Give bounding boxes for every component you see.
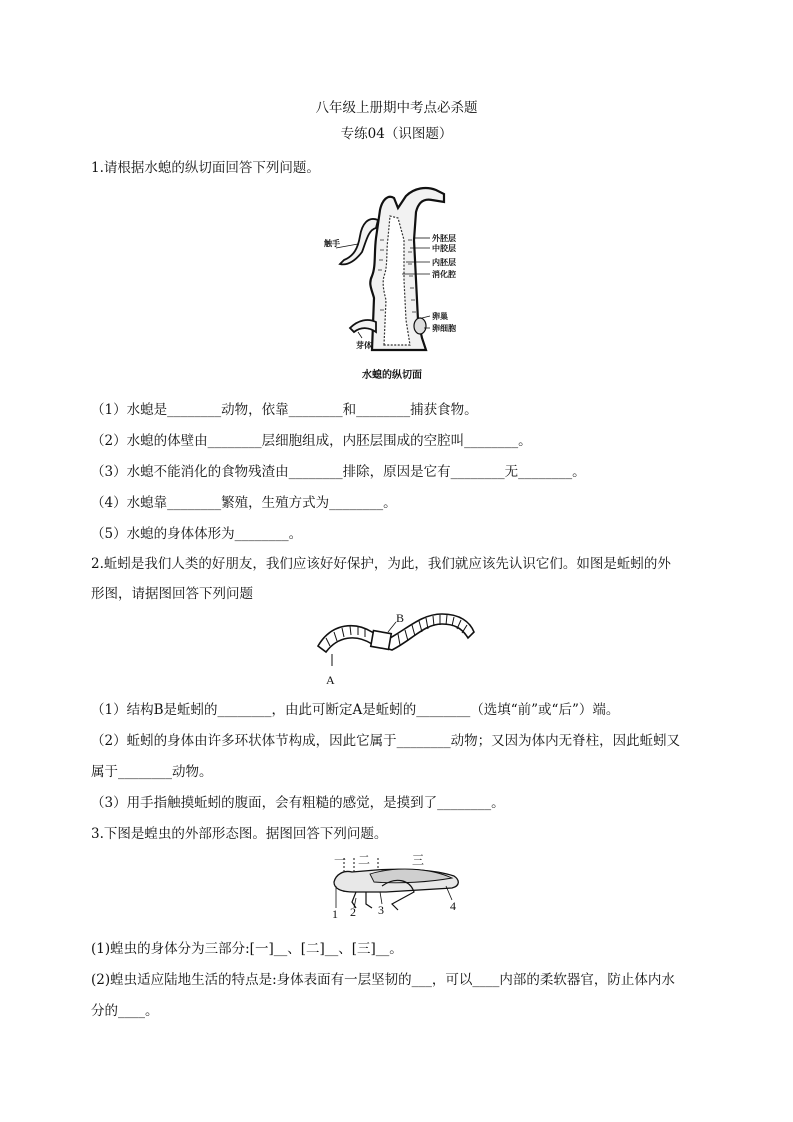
tentacle-left [340,219,378,264]
locust-diagram [326,852,466,922]
section-label-3: 三 [412,853,425,867]
part-label-1: 1 [332,907,338,921]
q2-stem-line1: 2.蚯蚓是我们人类的好朋友，我们应该好好保护，为此，我们就应该先认识它们。如图是蚯蚓的外 [91,556,671,572]
earthworm-diagram [312,608,478,688]
section-label-1: 一 [334,853,347,867]
hydra-figure [322,180,472,385]
locust-figure [326,852,466,922]
part-label-4: 4 [450,899,456,913]
part-label-3: 3 [378,903,384,917]
q3-stem: 3.下图是蝗虫的外部形态图。据图回答下列问题。 [91,826,388,842]
section-label-2: 二 [358,853,371,867]
clitellum-band [371,631,392,650]
label-egg: 卵细胞 [432,324,456,333]
ovary-shape [414,318,426,334]
q1-item-2: （2）水螅的体壁由________层细胞组成，内胚层围成的空腔叫________。 [91,433,532,449]
q2-item-2: （2）蚯蚓的身体由许多环状体节构成，因此它属于________动物；又因为体内无脊柱，因此蚯蚓又 [91,733,681,749]
q2-item-1: （1）结构B是蚯蚓的________，由此可断定A是蚯蚓的________（选填“前”或“后”）端。 [91,702,620,718]
label-bud: 芽体 [356,341,372,350]
worksheet-subtitle: 专练04（识图题） [340,126,453,142]
q2-item-3: （3）用手指触摸蚯蚓的腹面，会有粗糙的感觉，是摸到了________。 [91,795,505,811]
label-b: B [396,611,405,625]
q3-item-2: (2)蝗虫适应陆地生活的特点是:身体表面有一层坚韧的___，可以____内部的柔软器官，防止体内水 [91,972,675,988]
q1-item-4: （4）水螅靠________繁殖，生殖方式为________。 [91,495,397,511]
hydra-diagram [322,180,472,385]
q3-item-1: (1)蝗虫的身体分为三部分:[一]__、[二]__、[三]__。 [91,941,403,957]
worksheet-title: 八年级上册期中考点必杀题 [315,100,478,116]
label-tentacle: 触手 [324,239,340,248]
label-endoderm: 内胚层 [432,258,456,267]
q2-stem-line2: 形图，请据图回答下列问题 [91,586,253,602]
q3-item-2-cont: 分的____。 [91,1003,159,1019]
q1-item-1: （1）水螅是________动物，依靠________和________捕获食物。 [91,402,478,418]
label-ectoderm: 外胚层 [432,234,456,243]
leader-b [388,622,396,632]
q2-item-2-cont: 属于________动物。 [91,764,213,780]
q1-item-3: （3）水螅不能消化的食物残渣由________排除，原因是它有________无________。 [91,464,586,480]
label-cavity: 消化腔 [432,270,456,279]
bud-shape [350,320,376,332]
q1-stem: 1.请根据水螅的纵切面回答下列问题。 [91,160,320,176]
label-mesoglea: 中胶层 [432,244,456,253]
q1-item-5: （5）水螅的身体体形为________。 [91,526,303,542]
label-ovary: 卵巢 [432,312,448,321]
earthworm-figure [312,608,478,688]
label-a: A [326,673,335,687]
figure-caption: 水螅的纵切面 [362,370,422,381]
part-label-2: 2 [350,905,356,919]
